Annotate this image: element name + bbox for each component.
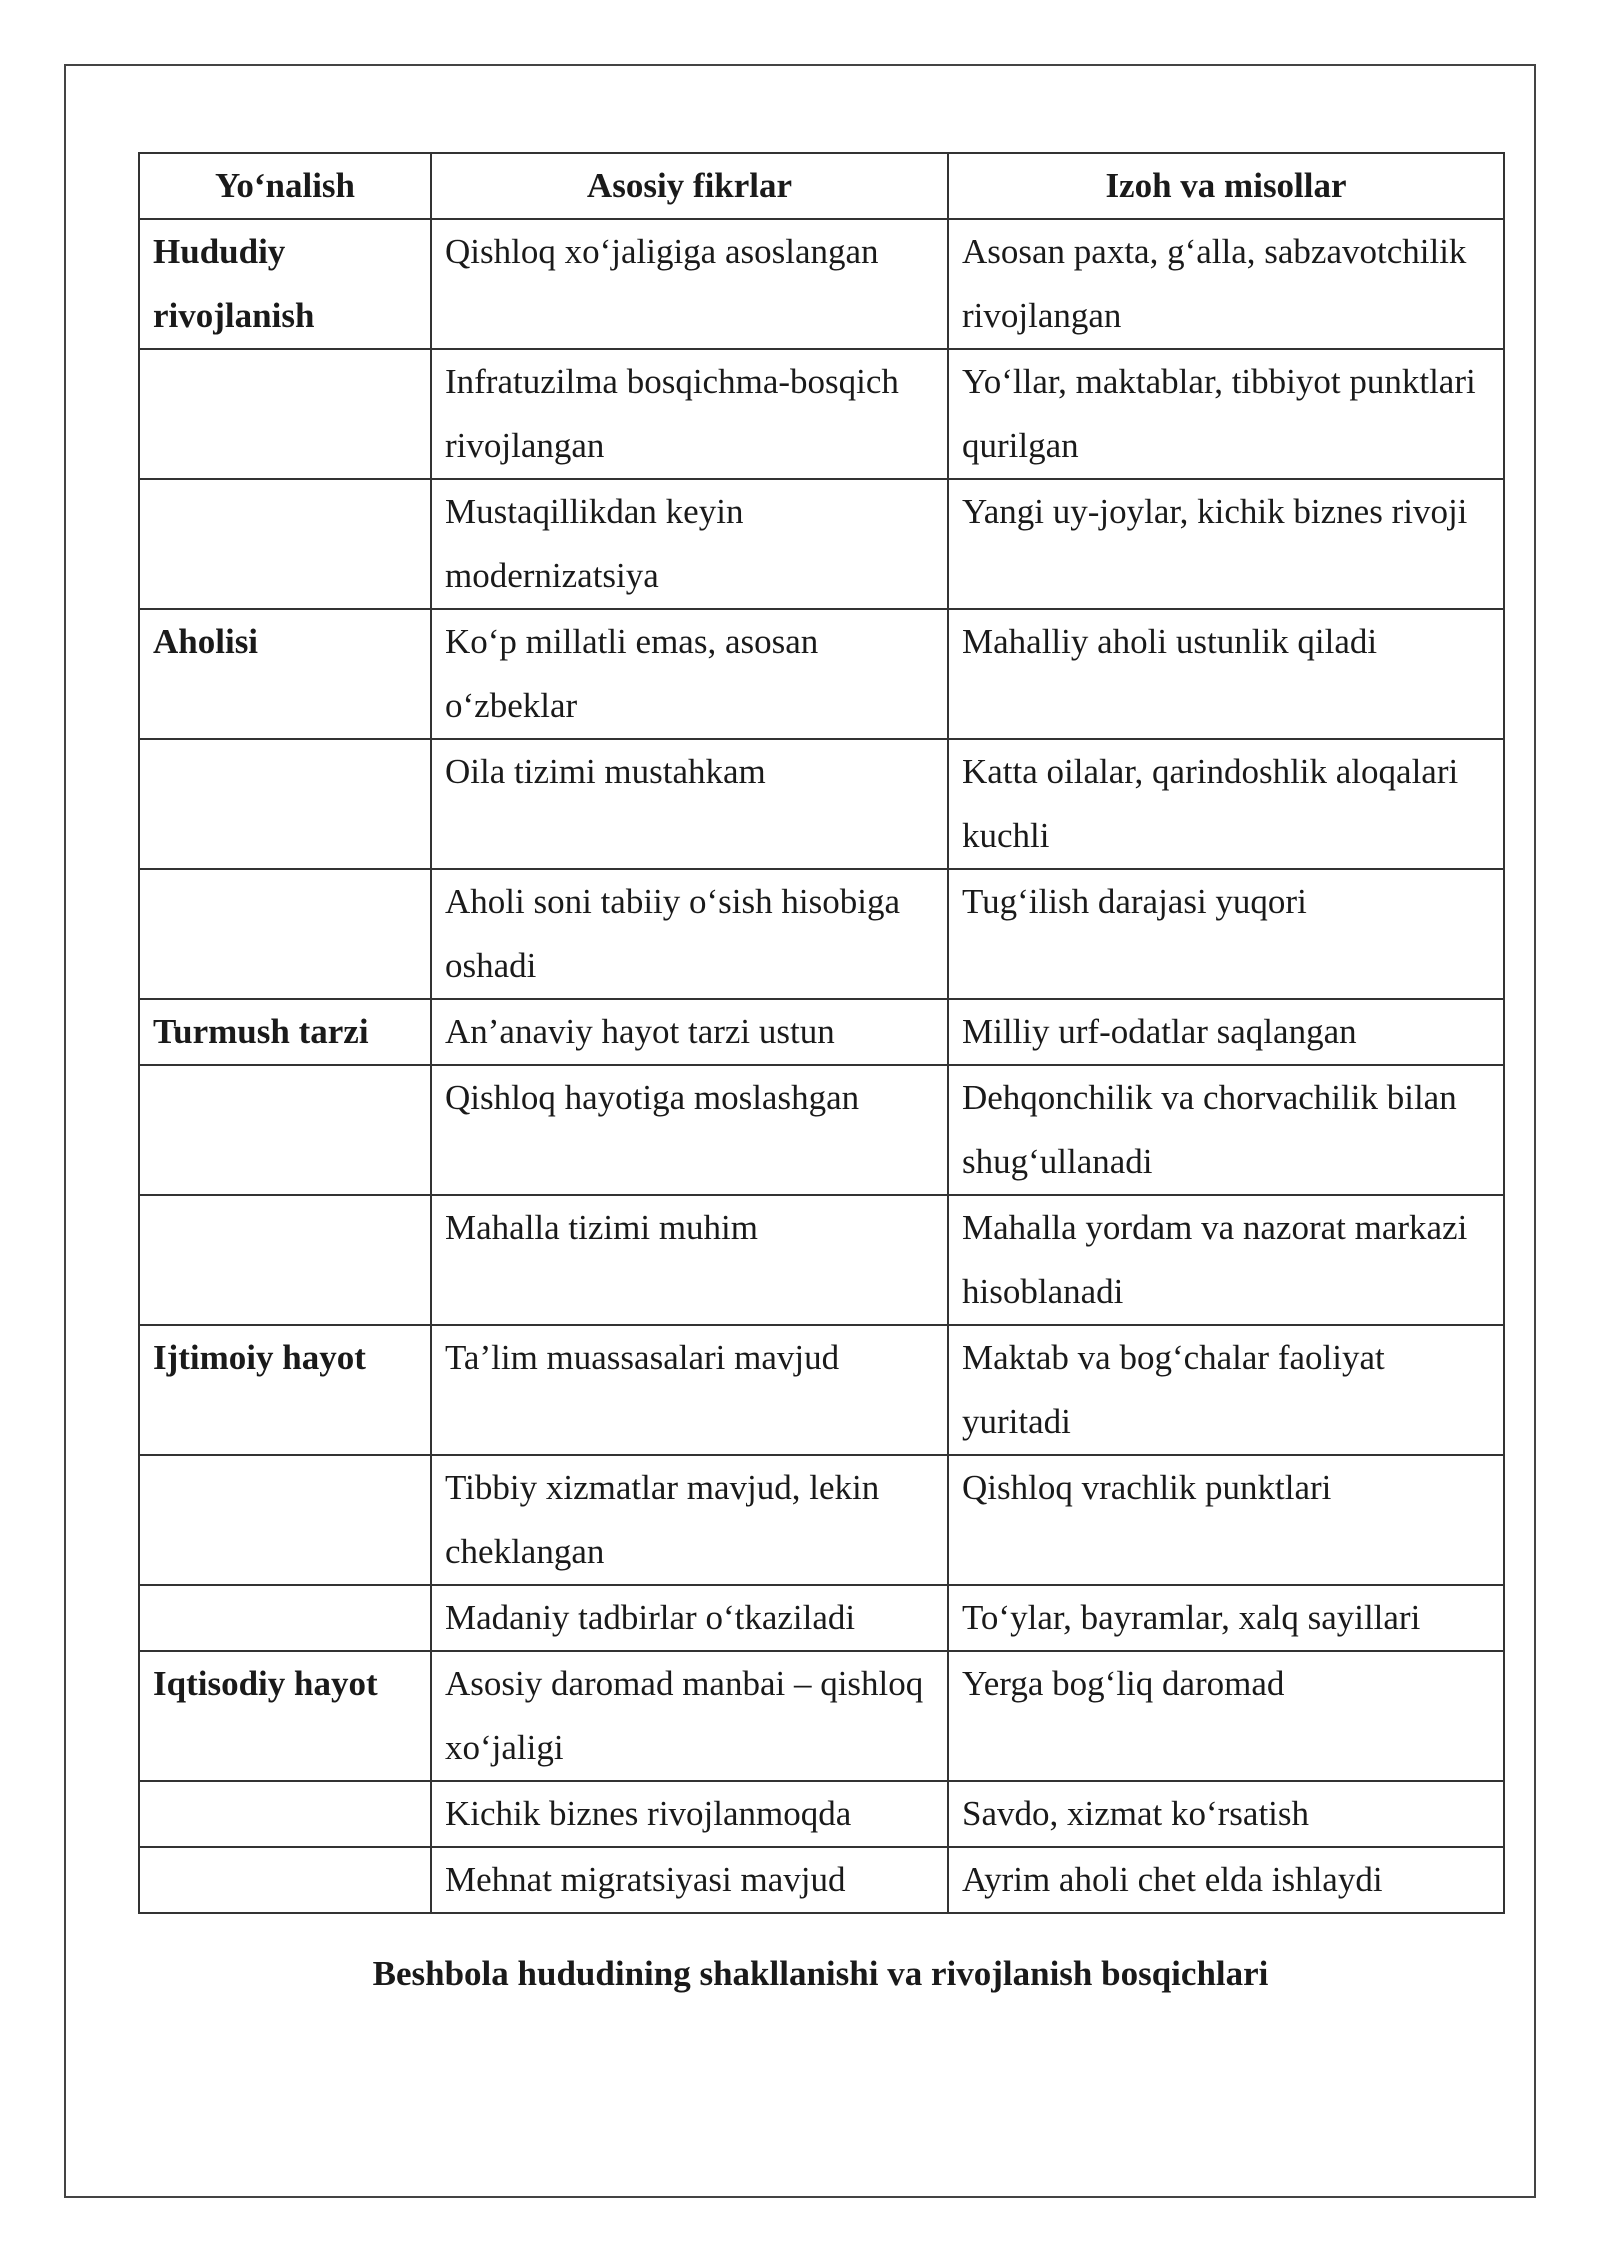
table-row (139, 1585, 1504, 1651)
cell-main-idea: Qishloq xo‘jaligiga asoslangan (431, 219, 948, 349)
cell-note: Mahalla yordam va nazorat markazi hisoblanadi (948, 1195, 1504, 1325)
cell-note: Qishloq vrachlik punktlari (948, 1455, 1504, 1585)
cell-direction (139, 739, 431, 869)
cell-main-idea: An’anaviy hayot tarzi ustun (431, 999, 948, 1065)
cell-direction (139, 479, 431, 609)
table-row (139, 1325, 1504, 1455)
table-row (139, 1195, 1504, 1325)
cell-note: Savdo, xizmat ko‘rsatish (948, 1781, 1504, 1847)
table-row (139, 1847, 1504, 1913)
cell-note: Asosan paxta, g‘alla, sabzavotchilik rivojlangan (948, 219, 1504, 349)
table-row (139, 739, 1504, 869)
cell-direction: Iqtisodiy hayot (139, 1651, 431, 1781)
cell-main-idea: Ta’lim muassasalari mavjud (431, 1325, 948, 1455)
cell-direction (139, 1781, 431, 1847)
cell-note: Tug‘ilish darajasi yuqori (948, 869, 1504, 999)
table-body (139, 219, 1504, 1913)
cell-main-idea: Aholi soni tabiiy o‘sish hisobiga oshadi (431, 869, 948, 999)
cell-direction: Hududiy rivojlanish (139, 219, 431, 349)
cell-main-idea: Mustaqillikdan keyin modernizatsiya (431, 479, 948, 609)
summary-table (138, 152, 1505, 1914)
cell-direction (139, 1455, 431, 1585)
cell-note: Maktab va bog‘chalar faoliyat yuritadi (948, 1325, 1504, 1455)
cell-note: Katta oilalar, qarindoshlik aloqalari kuchli (948, 739, 1504, 869)
header-direction: Yo‘nalish (139, 153, 431, 219)
header-row (139, 153, 1504, 219)
header-notes-examples: Izoh va misollar (948, 153, 1504, 219)
cell-direction (139, 1847, 431, 1913)
cell-note: Ayrim aholi chet elda ishlaydi (948, 1847, 1504, 1913)
cell-note: Yangi uy-joylar, kichik biznes rivoji (948, 479, 1504, 609)
table-row (139, 1065, 1504, 1195)
cell-direction: Ijtimoiy hayot (139, 1325, 431, 1455)
cell-direction (139, 1065, 431, 1195)
table-row (139, 349, 1504, 479)
cell-main-idea: Tibbiy xizmatlar mavjud, lekin cheklangan (431, 1455, 948, 1585)
table-row (139, 479, 1504, 609)
cell-direction: Aholisi (139, 609, 431, 739)
cell-direction (139, 869, 431, 999)
cell-main-idea: Asosiy daromad manbai – qishloq xo‘jaligi (431, 1651, 948, 1781)
table-row (139, 999, 1504, 1065)
cell-note: Yerga bog‘liq daromad (948, 1651, 1504, 1781)
header-main-ideas: Asosiy fikrlar (431, 153, 948, 219)
cell-main-idea: Infratuzilma bosqichma-bosqich rivojlangan (431, 349, 948, 479)
cell-main-idea: Qishloq hayotiga moslashgan (431, 1065, 948, 1195)
table-row (139, 219, 1504, 349)
cell-main-idea: Ko‘p millatli emas, asosan o‘zbeklar (431, 609, 948, 739)
cell-main-idea: Oila tizimi mustahkam (431, 739, 948, 869)
cell-note: Yo‘llar, maktablar, tibbiyot punktlari qurilgan (948, 349, 1504, 479)
cell-note: Milliy urf-odatlar saqlangan (948, 999, 1504, 1065)
table-row (139, 1651, 1504, 1781)
cell-main-idea: Mehnat migratsiyasi mavjud (431, 1847, 948, 1913)
cell-note: Mahalliy aholi ustunlik qiladi (948, 609, 1504, 739)
cell-main-idea: Mahalla tizimi muhim (431, 1195, 948, 1325)
table-row (139, 609, 1504, 739)
cell-direction (139, 1585, 431, 1651)
cell-direction: Turmush tarzi (139, 999, 431, 1065)
table-row (139, 1455, 1504, 1585)
cell-main-idea: Madaniy tadbirlar o‘tkaziladi (431, 1585, 948, 1651)
cell-direction (139, 1195, 431, 1325)
cell-note: To‘ylar, bayramlar, xalq sayillari (948, 1585, 1504, 1651)
cell-main-idea: Kichik biznes rivojlanmoqda (431, 1781, 948, 1847)
cell-note: Dehqonchilik va chorvachilik bilan shug‘ullanadi (948, 1065, 1504, 1195)
table-header (139, 153, 1504, 219)
table-row (139, 1781, 1504, 1847)
table-row (139, 869, 1504, 999)
cell-direction (139, 349, 431, 479)
caption: Beshbola hududining shakllanishi va rivojlanish bosqichlari (372, 1954, 1269, 1993)
